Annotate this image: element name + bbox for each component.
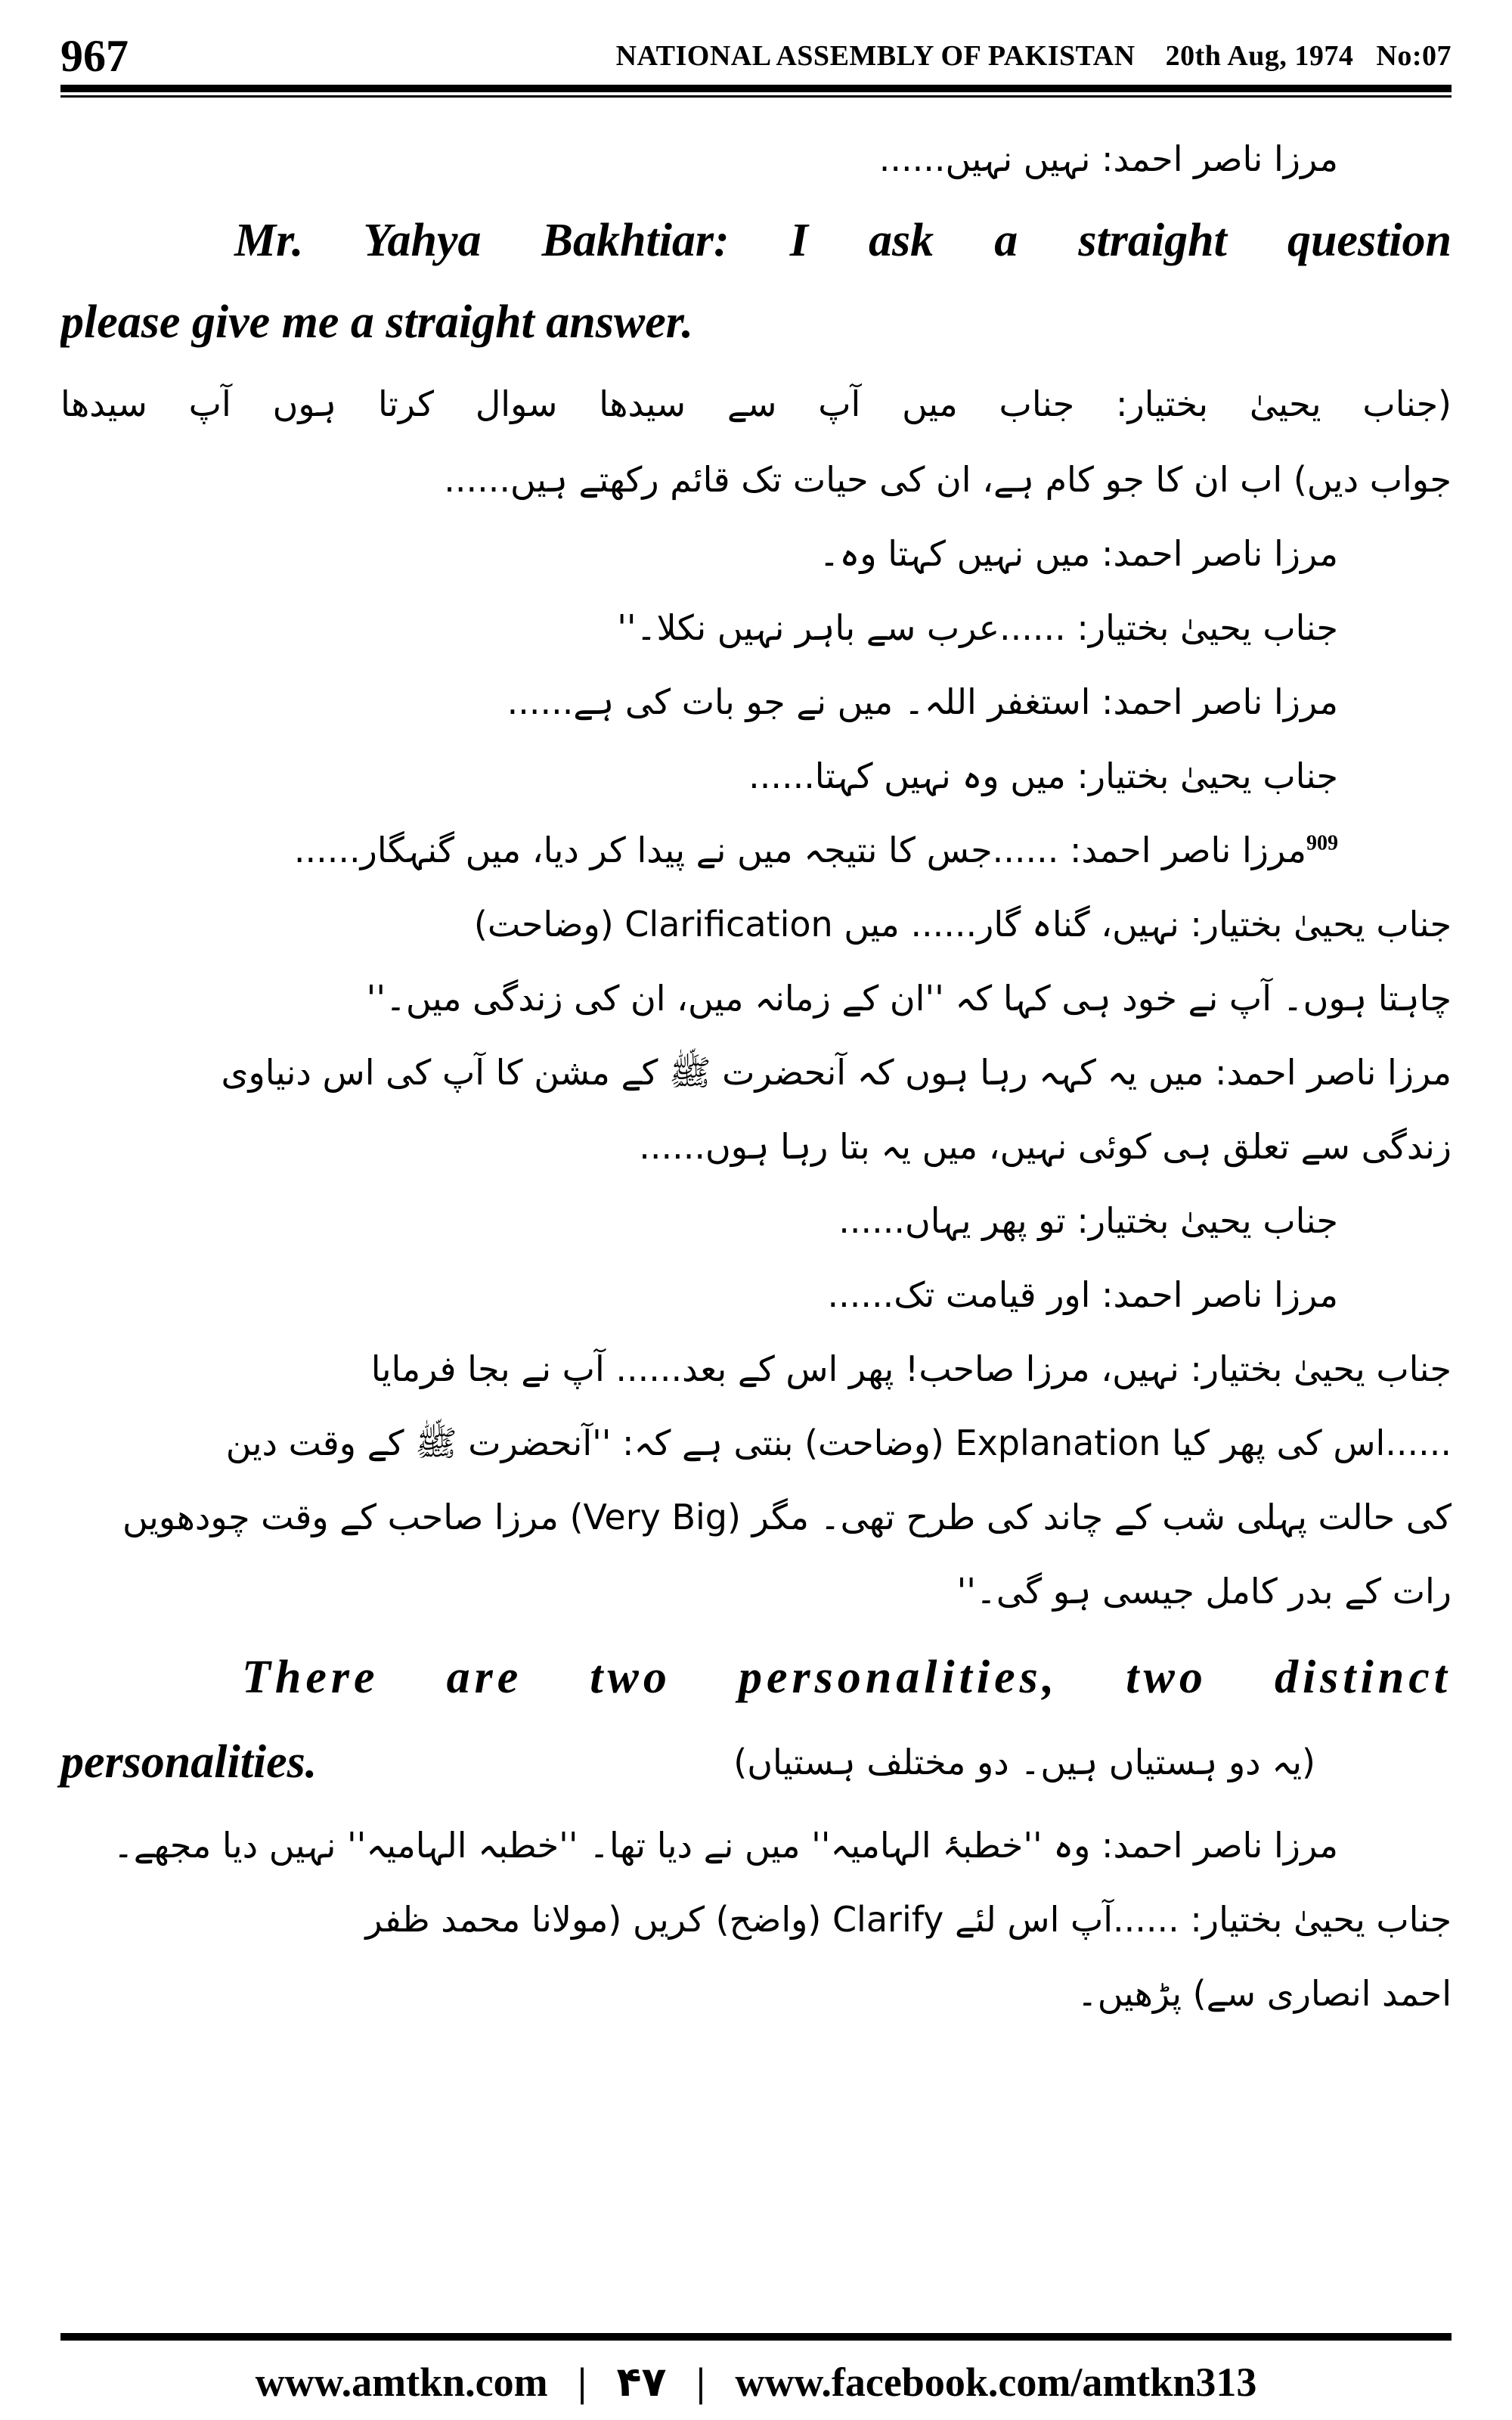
- page-number: 967: [60, 31, 129, 81]
- footer-rule: [60, 2333, 1452, 2341]
- text-line-13: مرزا ناصر احمد: میں یہ کہہ رہا ہوں کہ آنحضرت ﷺ کے مشن کا آپ کی اس دنیاوی: [221, 1052, 1452, 1093]
- text-line-3: please give me a straight answer.: [60, 296, 693, 348]
- text-line-24: مرزا ناصر احمد: وہ ''خطبۂ الہامیہ'' میں نے دیا تھا۔ ''خطبہ الہامیہ'' نہیں دیا مجھے۔: [113, 1825, 1338, 1866]
- text-line-2: Mr. Yahya Bakhtiar: I ask a straight question: [234, 215, 1452, 266]
- header-title-block: [616, 39, 1452, 73]
- text-line-26: احمد انصاری سے) پڑھیں۔: [1077, 1973, 1452, 2014]
- page-header: [60, 23, 1452, 83]
- text-line-1: مرزا ناصر احمد: نہیں نہیں......: [878, 138, 1338, 179]
- text-line-12: چاہتا ہوں۔ آپ نے خود ہی کہا کہ ''ان کے زمانہ میں، ان کی زندگی میں۔'': [366, 978, 1452, 1019]
- footnote-marker: 909: [1306, 831, 1338, 855]
- footer-separator-left: |: [578, 2360, 587, 2405]
- text-line-10-wrapper: [60, 820, 1452, 880]
- text-line-19: کی حالت پہلی شب کے چاند کی طرح تھی۔ مگر (Very Big) مرزا صاحب کے وقت چودھویں: [122, 1497, 1452, 1537]
- footer-separator-right: |: [696, 2360, 705, 2405]
- session-number: No:07: [1376, 40, 1452, 72]
- text-line-16: مرزا ناصر احمد: اور قیامت تک......: [827, 1274, 1338, 1315]
- text-line-7: جناب یحییٰ بختیار: ......عرب سے باہر نہیں نکلا۔'': [617, 607, 1338, 648]
- text-line-10: مرزا ناصر احمد: ......جس کا نتیجہ میں نے پیدا کر دیا، میں گنہگار......: [293, 830, 1306, 870]
- footer-website-link[interactable]: www.amtkn.com: [255, 2360, 548, 2405]
- header-rule-thin: [60, 95, 1452, 98]
- text-line-22: personalities.: [60, 1736, 318, 1788]
- text-line-15: جناب یحییٰ بختیار: تو پھر یہاں......: [838, 1200, 1338, 1241]
- text-line-22-split: [60, 1732, 1452, 1792]
- footer-facebook-link[interactable]: www.facebook.com/amtkn313: [735, 2360, 1257, 2405]
- text-line-25: جناب یحییٰ بختیار: ......آپ اس لئے Clarify (واضح) کریں (مولانا محمد ظفر: [365, 1899, 1452, 1940]
- footer-urdu-page-number: ۴۷: [616, 2358, 667, 2406]
- text-line-5: جواب دیں) اب ان کا جو کام ہے، ان کی حیات تک قائم رکھتے ہیں......: [444, 459, 1452, 500]
- text-line-4: (جناب یحییٰ بختیار: جناب میں آپ سے سیدھا سوال کرتا ہوں آپ سیدھا: [60, 383, 1452, 424]
- text-line-14: زندگی سے تعلق ہی کوئی نہیں، میں یہ بتا رہا ہوں......: [639, 1126, 1452, 1167]
- text-line-6: مرزا ناصر احمد: میں نہیں کہتا وہ۔: [819, 533, 1338, 574]
- session-date: 20th Aug, 1974: [1165, 40, 1354, 72]
- text-line-9: جناب یحییٰ بختیار: میں وہ نہیں کہتا......: [748, 755, 1338, 796]
- text-line-18: ......اس کی پھر کیا Explanation (وضاحت) بنتی ہے کہ: ''آنحضرت ﷺ کے وقت دین: [225, 1423, 1452, 1463]
- text-line-8: مرزا ناصر احمد: استغفر اللہ۔ میں نے جو بات کی ہے......: [507, 681, 1338, 722]
- text-line-20: رات کے بدر کامل جیسی ہو گی۔'': [956, 1571, 1452, 1612]
- page-footer: [60, 2352, 1452, 2412]
- assembly-title: NATIONAL ASSEMBLY OF PAKISTAN: [615, 40, 1136, 72]
- text-line-21: There are two personalities, two distinct: [242, 1652, 1452, 1703]
- text-line-17: جناب یحییٰ بختیار: نہیں، مرزا صاحب! پھر اس کے بعد...... آپ نے بجا فرمایا: [370, 1348, 1452, 1389]
- header-rule-thick: [60, 85, 1452, 92]
- text-line-11: جناب یحییٰ بختیار: نہیں، گناہ گار...... میں Clarification (وضاحت): [473, 904, 1452, 945]
- text-line-23: (یہ دو ہستیاں ہیں۔ دو مختلف ہستیاں): [733, 1742, 1315, 1782]
